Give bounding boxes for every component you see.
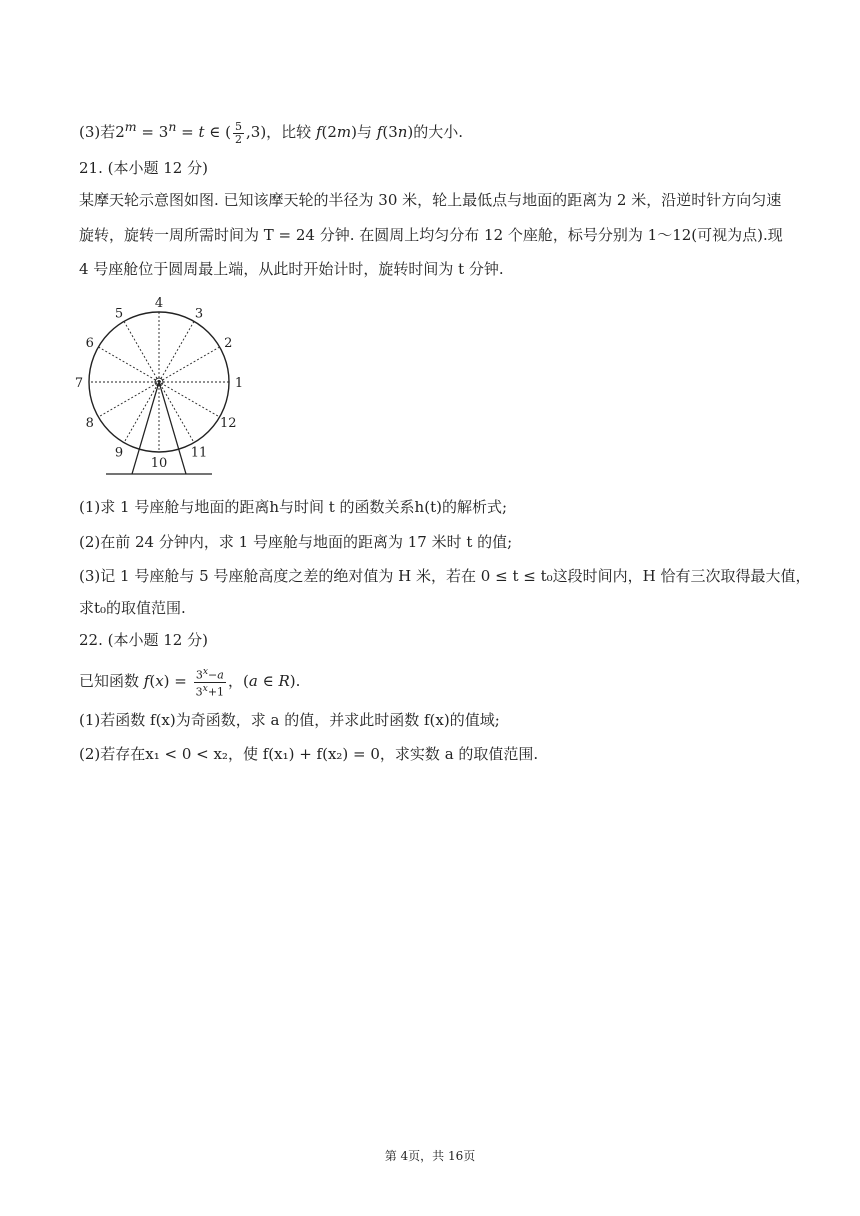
q22-part2: (2)若存在x₁ < 0 < x₂，使 f(x₁) + f(x₂) = 0，求实数 a 的取值范围. — [79, 745, 539, 763]
ferris-wheel-figure — [76, 292, 256, 484]
seat-label-9: 9 — [114, 445, 124, 461]
seat-label-1: 1 — [234, 376, 244, 391]
q21-part3-line2: 求t₀的取值范围. — [79, 599, 186, 617]
seat-label-7: 7 — [74, 376, 84, 391]
page-footer: 第 4页，共 16页 — [384, 1149, 476, 1163]
q21-stem-line1: 某摩天轮示意图如图. 已知该摩天轮的半径为 30 米，轮上最低点与地面的距离为 2 米，沿逆时针方向匀速 — [79, 191, 782, 209]
q22-part1: (1)若函数 f(x)为奇函数，求 a 的值，并求此时函数 f(x)的值域; — [79, 711, 500, 729]
q22-header: 22. (本小题 12 分) — [79, 631, 208, 649]
seat-label-12: 12 — [220, 416, 237, 431]
q21-header: 21. (本小题 12 分) — [79, 159, 208, 177]
q21-stem-line2: 旋转，旋转一周所需时间为 T = 24 分钟. 在圆周上均匀分布 12 个座舱，标号分别为 1～12(可视为点).现 — [79, 226, 783, 244]
seat-label-11: 11 — [190, 445, 208, 461]
seat-label-6: 6 — [85, 336, 94, 351]
seat-label-10: 10 — [150, 456, 168, 471]
q21-stem-line3: 4 号座舱位于圆周最上端，从此时开始计时，旋转时间为 t 分钟. — [79, 260, 504, 278]
seat-label-3: 3 — [194, 306, 204, 322]
seat-label-4: 4 — [154, 296, 164, 311]
q21-part3-line1: (3)记 1 号座舱与 5 号座舱高度之差的绝对值为 H 米，若在 0 ≤ t ≤ t₀这段时间内，H 恰有三次取得最大值， — [79, 567, 811, 585]
q20-part3: (3)若$2^m = 3^n = t$ ∈ ( $\frac{5}{2}$ ,3)，比较 f(2m)与 f(3n)的大小. — [79, 119, 464, 146]
q21-part2: (2)在前 24 分钟内，求 1 号座舱与地面的距离为 17 米时 t 的值; — [79, 533, 513, 551]
q22-stem: 已知函数 f(x) = $\frac{3^x-a}{3^x+1}$ ，(a ∈ R). — [79, 666, 301, 699]
seat-label-5: 5 — [114, 306, 124, 322]
seat-label-2: 2 — [224, 336, 233, 351]
seat-label-8: 8 — [85, 416, 94, 431]
q21-part1: (1)求 1 号座舱与地面的距离h与时间 t 的函数关系h(t)的解析式; — [79, 498, 508, 516]
